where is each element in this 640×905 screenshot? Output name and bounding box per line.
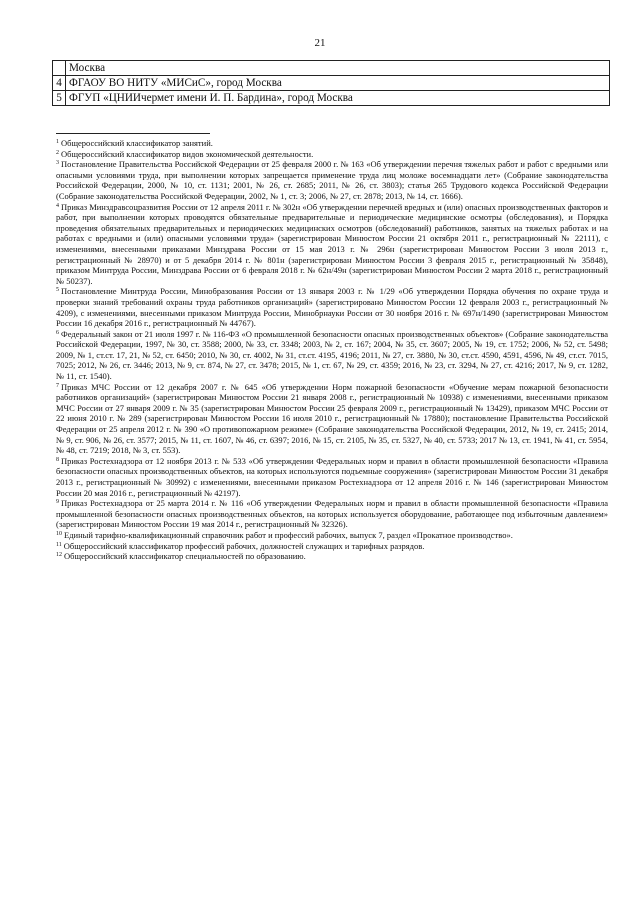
footnote [56, 551, 608, 562]
footnote-number: 7 [56, 382, 59, 389]
footnote-text: Единый тарифно-квалификационный справочник работ и профессий рабочих, выпуск 7, раздел «Прокатное производство». [64, 529, 513, 540]
footnote [56, 202, 608, 287]
footnote-text: Общероссийский классификатор занятий. [61, 138, 213, 148]
footnote-number: 10 [56, 530, 62, 537]
footnote-number: 4 [56, 202, 59, 209]
footnote-text: Постановление Минтруда России, Минобразования России от 13 января 2003 г. № 1/29 «Об утверждении Порядка обучения по охране труда и проверки знаний требований охраны труда работников организаций» (зарегистрировано Минюстом России 12 февраля 2003 г., регистрационный № 4209), с изменениями, внесенными приказом Минтруда России, Минобрнауки России от 30 ноября 2016 г. № 697н/1490 (зарегистрирован Минюстом России 16 декабря 2016 г., регистрационный № 44767). [56, 286, 608, 329]
organizations-table [52, 60, 610, 106]
footnote-text: Приказ Ростехнадзора от 12 ноября 2013 г. № 533 «Об утверждении Федеральных норм и правил в области промышленной безопасности «Правила безопасности опасных производственных объектов, на которых используются подъемные сооружения» (зарегистрирован Минюстом России 31 декабря 2013 г., регистрационный № 30992) с изменениями, внесенными приказом Ростехнадзора от 12 апреля 2016 г. № 146 (зарегистрирован Минюстом России 20 мая 2016 г., регистрационный № 42197). [56, 455, 608, 498]
row-number [53, 61, 66, 76]
footnote-number: 6 [56, 329, 59, 336]
footnote-text: Общероссийский классификатор профессий рабочих, должностей служащих и тарифных разрядов. [63, 540, 425, 551]
footnote-number: 1 [56, 139, 59, 145]
table-row [53, 91, 610, 106]
footnote [56, 382, 608, 456]
footnote [56, 138, 608, 149]
footnote-number: 9 [56, 499, 59, 506]
row-text: Москва [66, 61, 610, 76]
footnote [56, 530, 608, 541]
page-number: 21 [314, 37, 326, 49]
footnote-number: 3 [56, 160, 59, 167]
table-row [53, 61, 610, 76]
row-text: ФГАОУ ВО НИТУ «МИСиС», город Москва [66, 76, 610, 91]
footnote-text: Приказ Ростехнадзора от 25 марта 2014 г. № 116 «Об утверждении Федеральных норм и правил в области промышленной безопасности «Правила промышленной безопасности опасных производственных объектов, на которых используется оборудование, работающее под избыточным давлением» (зарегистрирован Минюстом России 19 мая 2014 г., регистрационный № 32326). [56, 498, 608, 530]
footnote-text: Приказ МЧС России от 12 декабря 2007 г. № 645 «Об утверждении Норм пожарной безопасности «Обучение мерам пожарной безопасности работников организаций» (зарегистрирован Минюстом России 21 января 2008 г., регистрационный № 10938) с изменениями, внесенными приказом МЧС России от 27 января 2009 г. № 35 (зарегистрирован Минюстом России 25 февраля 2009 г., регистрационный № 13429), приказом МЧС России от 22 июня 2010 г. № 289 (зарегистрирован Минюстом России 16 июля 2010 г., регистрационный № 17880); постановление Правительства Российской Федерации от 25 апреля 2012 г. № 390 «О противопожарном режиме» (Собрание законодательства Российской Федерации, 2012, № 19, ст. 2415; 2014, № 9, ст. 906, № 26, ст. 3577; 2015, № 11, ст. 1607, № 46, ст. 6397; 2016, № 15, ст. 2105, № 35, ст. 5327, № 40, ст. 5733; 2017 № 13, ст. 1941, № 41, ст. 5954, № 48, ст. 7219; 2018, № 3, ст. 553). [56, 381, 608, 456]
footnote-text: Общероссийский классификатор видов экономической деятельности. [61, 148, 314, 159]
row-number: 5 [53, 91, 66, 106]
footnote [56, 149, 608, 160]
row-number: 4 [53, 76, 66, 91]
footnote-number: 5 [56, 287, 59, 294]
footnotes [56, 138, 608, 562]
footnote-text: Общероссийский классификатор специальностей по образованию. [64, 551, 306, 562]
footnote-number: 2 [56, 149, 59, 156]
footnote-separator [56, 133, 210, 134]
footnote [56, 498, 608, 530]
footnote-text: Постановление Правительства Российской Федерации от 25 февраля 2000 г. № 163 «Об утверждении перечня тяжелых работ и работ с вредными или опасными условиями труда, при выполнении которых запрещается применение труда лиц моложе восемнадцати лет» (Собрание законодательства Российской Федерации, 2000, № 10, ст. 1131; 2001, № 26, ст. 2685; 2011, № 26, ст. 3803); статья 265 Трудового кодекса Российской Федерации (Собрание законодательства Российской Федерации, 2002, № 1, ст. 3; 2006, № 27, ст. 2878; 2013, № 14, ст. 1666). [56, 159, 608, 201]
footnote-number: 8 [56, 456, 59, 463]
row-text: ФГУП «ЦНИИчермет имени И. П. Бардина», город Москва [66, 91, 610, 106]
footnote-text: Приказ Минздравсоцразвития России от 12 апреля 2011 г. № 302н «Об утверждении перечней вредных и (или) опасных производственных факторов и работ, при выполнении которых проводятся обязательные предварительные и периодические медицинские осмотры (обследования), и Порядка проведения обязательных предварительных и периодических медицинских осмотров (обследований) работников, занятых на тяжелых работах и на работах с вредными и (или) опасными условиями труда» (зарегистрирован Минюстом России 21 октября 2011 г., регистрационный № 22111), с изменениями, внесенными приказами Минздрава России от 15 мая 2013 г. № 296н (зарегистрирован Минюстом России 3 июля 2013 г., регистрационный № 28970) и от 5 декабря 2014 г. № 801н (зарегистрирован Минюстом России 3 февраля 2015 г., регистрационный № 35848), приказом Минтруда России, Минздрава России от 6 февраля 2018 г. № 62н/49н (зарегистрирован Минюстом России 2 марта 2018 г., регистрационный № 50237). [56, 201, 608, 286]
footnote-number: 12 [56, 552, 62, 559]
footnote [56, 541, 608, 552]
footnote [56, 159, 608, 201]
footnote-number: 11 [56, 541, 62, 548]
table-row [53, 76, 610, 91]
footnote [56, 286, 608, 328]
footnote [56, 456, 608, 498]
footnote-text: Федеральный закон от 21 июля 1997 г. № 116-ФЗ «О промышленной безопасности опасных производственных объектов» (Собрание законодательства Российской Федерации, 1997, № 30, ст. 3588; 2000, № 33, ст. 3348; 2003, № 2, ст. 167; 2004, № 35, ст. 3607; 2005, № 19, ст. 1752; 2006, № 52, ст. 5498; 2009, № 1, ст.ст. 17, 21, № 52, ст. 6450; 2010, № 30, ст. 4002, № 31, ст.ст. 4195, 4196; 2011, № 27, ст. 3880, № 30, ст.ст. 4590, 4591, 4596, № 49, ст.ст. 7015, 7025; 2012, № 26, ст. 3446; 2013, № 9, ст. 874, № 27, ст. 3478; 2015, № 1, ст. 67, № 29, ст. 4359; 2016, № 23, ст. 3294, № 27, ст. 4216; 2017, № 9, ст. 1282, № 11, ст. 1540). [56, 328, 608, 382]
footnote [56, 329, 608, 382]
